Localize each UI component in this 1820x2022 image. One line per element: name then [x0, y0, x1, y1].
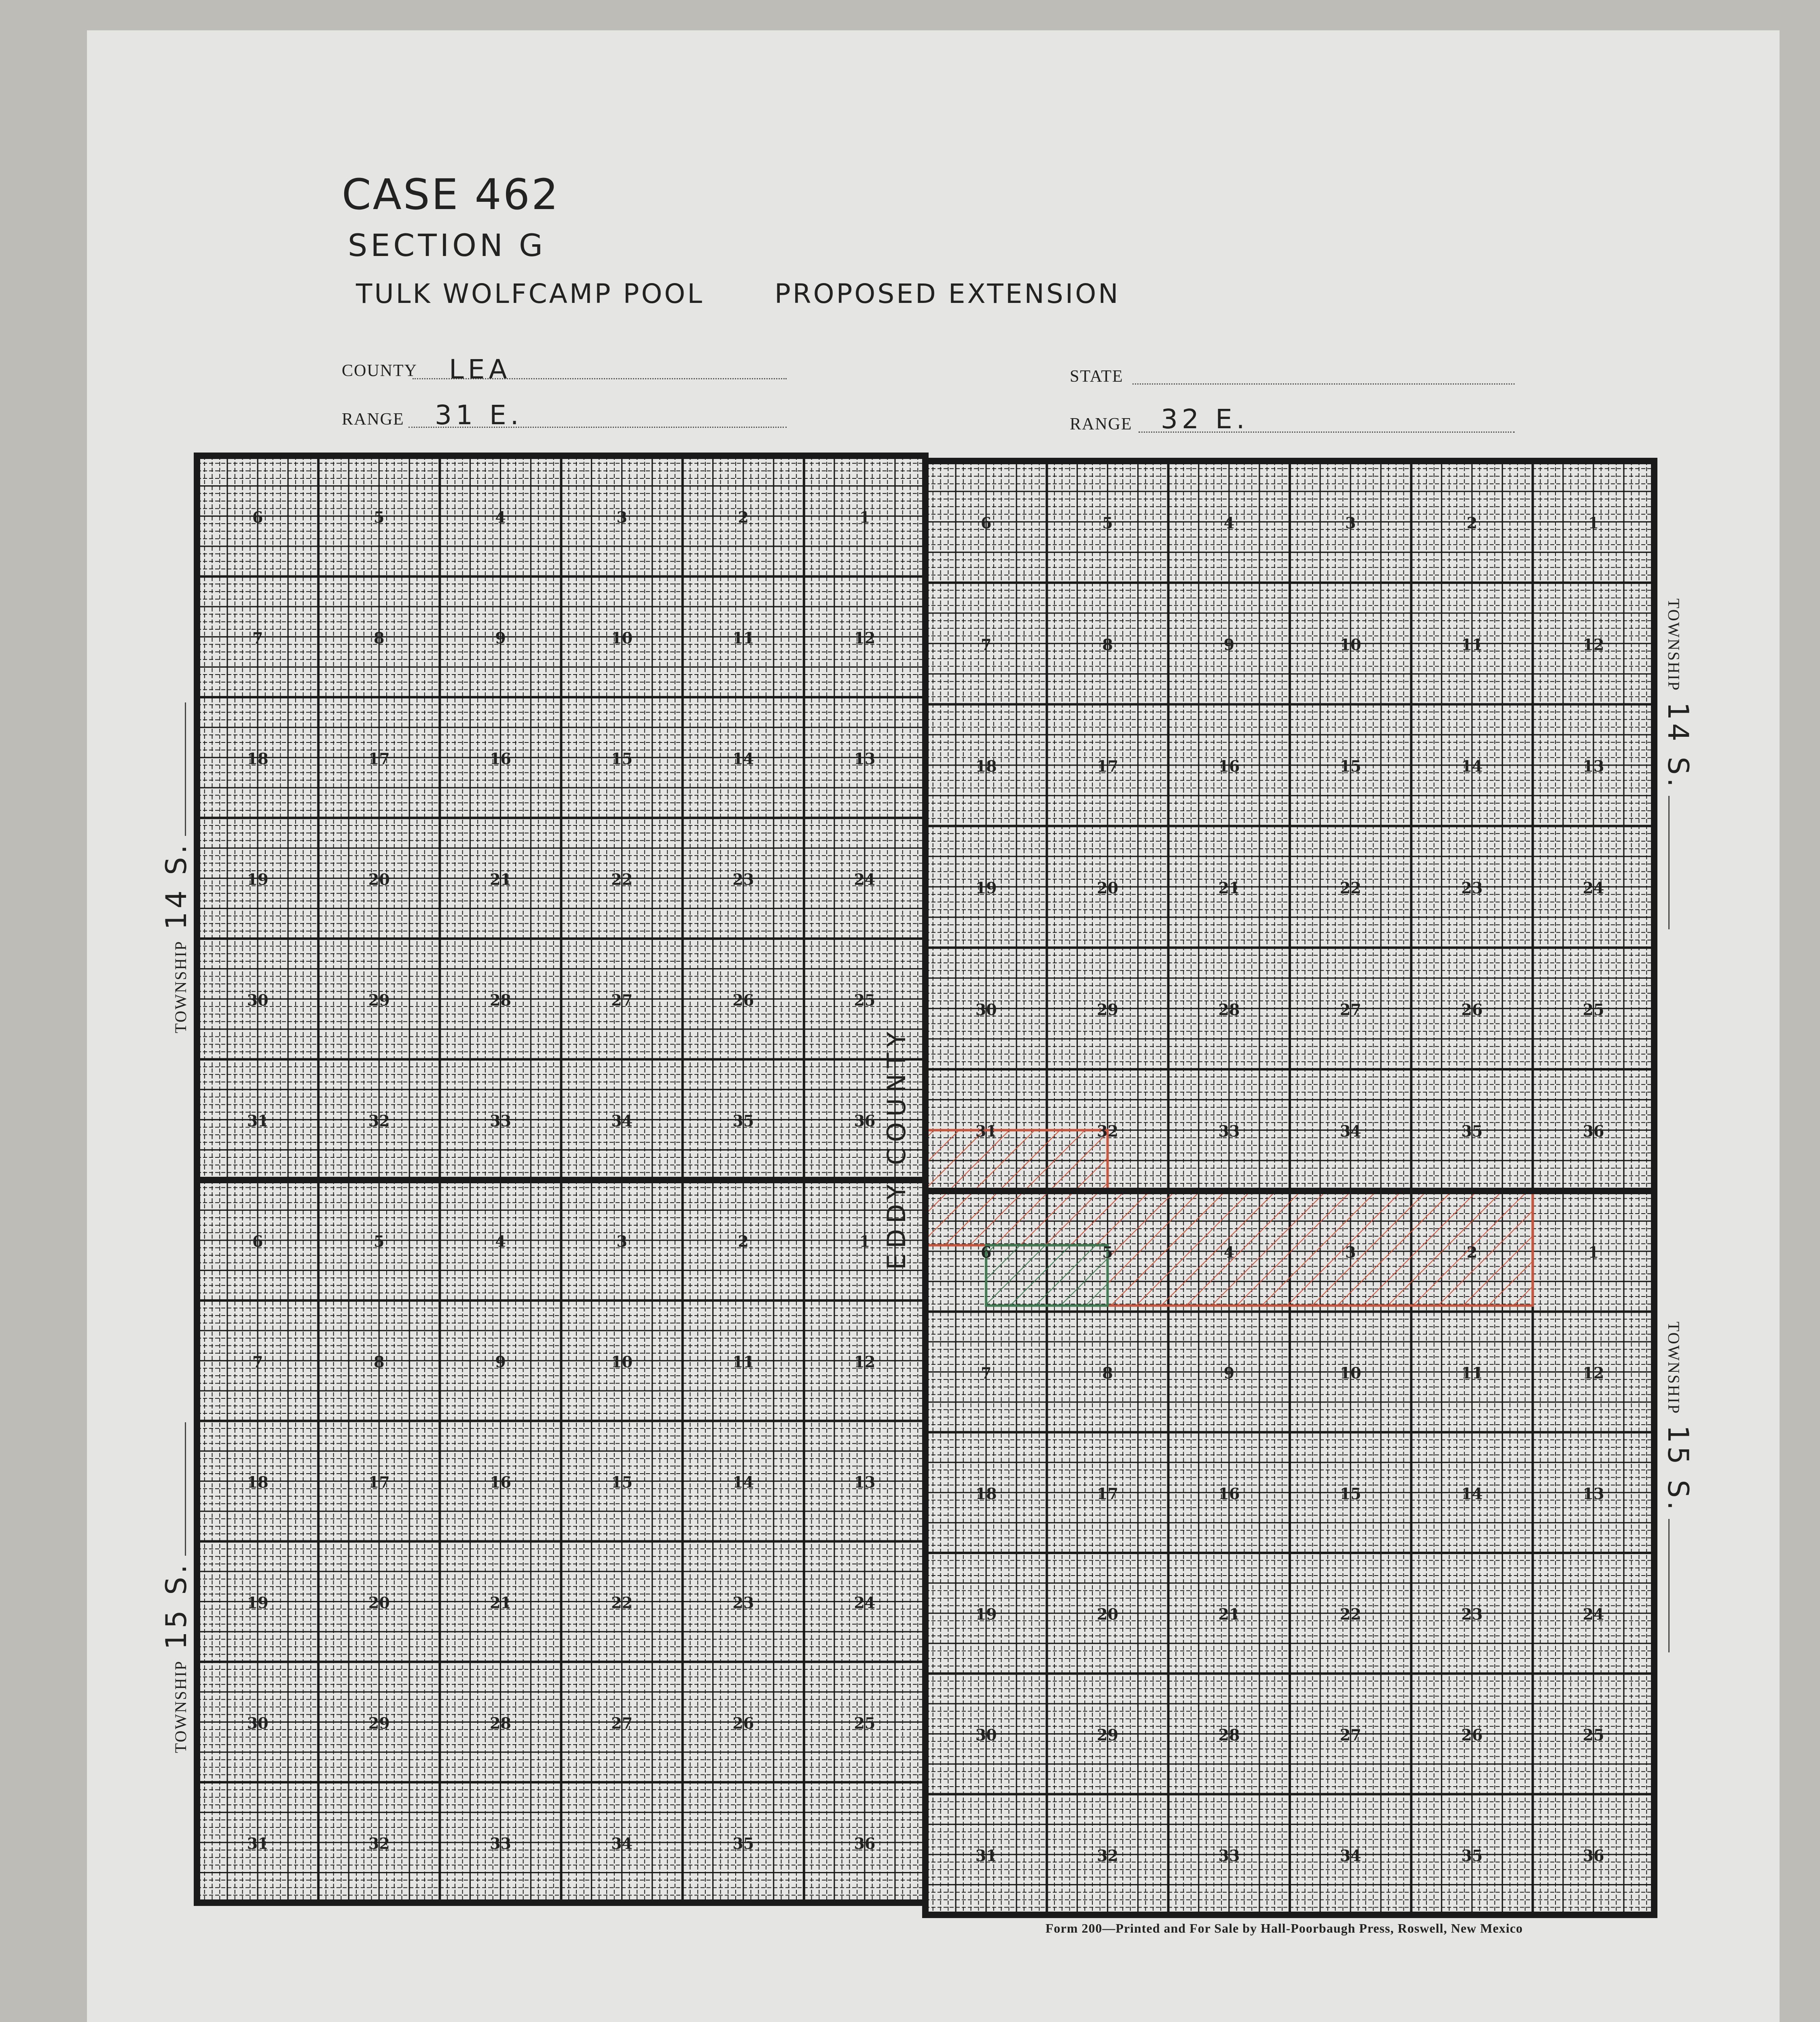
- section-number: 1: [859, 1232, 870, 1250]
- section-number: 27: [1340, 1726, 1361, 1744]
- section-number: 14: [732, 1473, 754, 1491]
- section-number: 32: [1097, 1846, 1118, 1865]
- section-number: 8: [1102, 1364, 1113, 1382]
- section-number: 35: [732, 1834, 754, 1853]
- section-number: 17: [368, 749, 390, 768]
- township-label-lower-left: [160, 1422, 193, 1753]
- section-number: 33: [1218, 1122, 1240, 1140]
- section-number: 10: [1340, 1364, 1361, 1382]
- section-number: 35: [732, 1111, 754, 1130]
- section-number: 15: [611, 749, 633, 768]
- range-right-value: 32 E.: [1161, 404, 1249, 435]
- section-number: 35: [1461, 1122, 1483, 1140]
- range-left-label: RANGE: [342, 410, 404, 429]
- section-number: 31: [975, 1122, 997, 1140]
- section-number: 5: [1102, 1243, 1113, 1262]
- township-word: TOWNSHIP: [1665, 599, 1683, 692]
- section-number: 34: [611, 1834, 633, 1853]
- section-number: 32: [368, 1111, 390, 1130]
- section-number: 32: [368, 1834, 390, 1853]
- extension-label: PROPOSED EXTENSION: [775, 278, 1120, 309]
- section-number: 16: [489, 749, 511, 768]
- section-number: 13: [1583, 757, 1604, 776]
- section-number: 19: [975, 1605, 997, 1624]
- section-label: SECTION G: [348, 227, 546, 263]
- section-number: 28: [489, 1714, 511, 1732]
- section-number: 29: [1097, 1726, 1118, 1744]
- township-word: TOWNSHIP: [171, 1660, 190, 1753]
- township-number: 15 S.: [160, 1561, 193, 1650]
- section-number: 34: [611, 1111, 633, 1130]
- section-number: 12: [1583, 635, 1604, 654]
- section-number: 34: [1340, 1122, 1361, 1140]
- section-number: 18: [975, 1484, 997, 1503]
- section-number: 13: [1583, 1484, 1604, 1503]
- section-number: 28: [1218, 1726, 1240, 1744]
- section-number: 4: [1223, 1243, 1235, 1262]
- section-number: 22: [611, 1593, 633, 1612]
- section-number: 26: [732, 1714, 754, 1732]
- section-number: 25: [1583, 1726, 1604, 1744]
- section-number: 24: [1583, 1605, 1604, 1624]
- section-number: 20: [1097, 878, 1118, 897]
- section-number: 20: [368, 870, 390, 888]
- township-underline: [185, 1422, 186, 1556]
- section-number: 10: [1340, 635, 1361, 654]
- section-number: 19: [247, 1593, 269, 1612]
- section-number: 12: [854, 1352, 876, 1371]
- section-number: 29: [368, 991, 390, 1009]
- section-number: 8: [374, 628, 385, 647]
- section-number: 30: [975, 1000, 997, 1019]
- section-number: 21: [489, 870, 511, 888]
- section-number: 21: [1218, 1605, 1240, 1624]
- section-number: 9: [495, 1352, 506, 1371]
- section-number: 25: [854, 991, 876, 1009]
- section-number: 36: [1583, 1122, 1604, 1140]
- section-number: 9: [1223, 635, 1235, 654]
- section-number: 4: [1223, 514, 1235, 532]
- section-number: 6: [252, 508, 263, 527]
- section-number: 12: [1583, 1364, 1604, 1382]
- county-label: COUNTY: [342, 362, 417, 380]
- township-label-upper-left: [160, 702, 193, 1033]
- section-number: 14: [732, 749, 754, 768]
- section-number: 7: [980, 635, 992, 654]
- section-number: 14: [1461, 1484, 1483, 1503]
- section-number: 27: [611, 991, 633, 1009]
- section-number: 16: [1218, 1484, 1240, 1503]
- township-underline: [1668, 1519, 1670, 1652]
- section-number: 5: [1102, 514, 1113, 532]
- section-number: 18: [975, 757, 997, 776]
- section-number: 11: [1461, 635, 1483, 654]
- section-number: 8: [374, 1352, 385, 1371]
- section-number: 22: [1340, 878, 1361, 897]
- state-label: STATE: [1070, 367, 1124, 386]
- section-number: 10: [611, 628, 633, 647]
- section-number: 30: [247, 1714, 269, 1732]
- section-number: 17: [368, 1473, 390, 1491]
- township-label-upper-right: [1661, 599, 1695, 929]
- section-number: 4: [495, 1232, 506, 1250]
- section-number: 4: [495, 508, 506, 527]
- section-number: 15: [1340, 1484, 1361, 1503]
- section-number: 19: [975, 878, 997, 897]
- section-number: 26: [1461, 1000, 1483, 1019]
- section-number: 9: [495, 628, 506, 647]
- section-number: 30: [975, 1726, 997, 1744]
- section-number: 31: [247, 1111, 269, 1130]
- section-number: 3: [616, 508, 627, 527]
- section-number: 26: [732, 991, 754, 1009]
- section-number: 11: [732, 1352, 754, 1371]
- section-number: 3: [1345, 1243, 1356, 1262]
- section-number: 7: [252, 628, 263, 647]
- section-number: 29: [368, 1714, 390, 1732]
- printer-footer: Form 200—Printed and For Sale by Hall-Poorbaugh Press, Roswell, New Mexico: [1045, 1921, 1523, 1935]
- section-number: 21: [1218, 878, 1240, 897]
- section-number: 12: [854, 628, 876, 647]
- township-number: 14 S.: [160, 842, 193, 930]
- section-number: 23: [732, 870, 754, 888]
- existing-pool-area: [986, 1245, 1107, 1305]
- section-number: 6: [252, 1232, 263, 1250]
- section-number: 31: [247, 1834, 269, 1853]
- section-number: 2: [738, 1232, 749, 1250]
- section-number: 20: [1097, 1605, 1118, 1624]
- section-number: 33: [489, 1111, 511, 1130]
- township-quadrant-ll: [197, 1180, 925, 1903]
- section-number: 20: [368, 1593, 390, 1612]
- section-number: 7: [252, 1352, 263, 1371]
- county-value: LEA: [449, 354, 511, 385]
- section-number: 6: [980, 1243, 992, 1262]
- section-number: 24: [854, 870, 876, 888]
- section-number: 22: [611, 870, 633, 888]
- section-number: 19: [247, 870, 269, 888]
- township-quadrant-ul: [197, 456, 925, 1180]
- section-number: 6: [980, 514, 992, 532]
- section-number: 23: [732, 1593, 754, 1612]
- section-number: 18: [247, 1473, 269, 1491]
- section-number: 28: [489, 991, 511, 1009]
- section-number: 9: [1223, 1364, 1235, 1382]
- section-number: 2: [738, 508, 749, 527]
- section-number: 17: [1097, 757, 1118, 776]
- range-left-value: 31 E.: [435, 400, 523, 431]
- section-number: 2: [1467, 1243, 1477, 1262]
- section-number: 5: [374, 1232, 385, 1250]
- section-number: 34: [1340, 1846, 1361, 1865]
- section-number: 3: [616, 1232, 627, 1250]
- section-number: 36: [1583, 1846, 1604, 1865]
- township-number: 14 S.: [1661, 702, 1695, 790]
- section-number: 36: [854, 1834, 876, 1853]
- section-number: 31: [975, 1846, 997, 1865]
- section-number: 23: [1461, 878, 1483, 897]
- township-quadrant-ur: [925, 461, 1654, 1191]
- section-number: 30: [247, 991, 269, 1009]
- section-number: 13: [854, 749, 876, 768]
- range-right-label: RANGE: [1070, 415, 1132, 434]
- section-number: 18: [247, 749, 269, 768]
- section-number: 25: [1583, 1000, 1604, 1019]
- township-word: TOWNSHIP: [1665, 1322, 1683, 1415]
- section-number: 33: [489, 1834, 511, 1853]
- township-underline: [185, 702, 186, 836]
- section-number: 1: [1588, 1243, 1599, 1262]
- section-number: 22: [1340, 1605, 1361, 1624]
- section-number: 28: [1218, 1000, 1240, 1019]
- township-underline: [1668, 796, 1670, 929]
- section-number: 14: [1461, 757, 1483, 776]
- section-number: 11: [732, 628, 754, 647]
- section-number: 1: [1588, 514, 1599, 532]
- section-number: 5: [374, 508, 385, 527]
- section-number: 17: [1097, 1484, 1118, 1503]
- section-number: 27: [1340, 1000, 1361, 1019]
- section-number: 29: [1097, 1000, 1118, 1019]
- section-number: 3: [1345, 514, 1356, 532]
- section-number: 10: [611, 1352, 633, 1371]
- section-number: 23: [1461, 1605, 1483, 1624]
- case-number: CASE 462: [342, 170, 560, 219]
- section-number: 32: [1097, 1122, 1118, 1140]
- section-number: 1: [859, 508, 870, 527]
- section-number: 11: [1461, 1364, 1483, 1382]
- section-number: 33: [1218, 1846, 1240, 1865]
- section-number: 16: [489, 1473, 511, 1491]
- section-number: 16: [1218, 757, 1240, 776]
- section-number: 25: [854, 1714, 876, 1732]
- section-number: 15: [611, 1473, 633, 1491]
- section-number: 2: [1467, 514, 1477, 532]
- section-number: 26: [1461, 1726, 1483, 1744]
- section-number: 27: [611, 1714, 633, 1732]
- township-label-lower-right: [1661, 1322, 1695, 1652]
- section-number: 15: [1340, 757, 1361, 776]
- section-number: 13: [854, 1473, 876, 1491]
- township-word: TOWNSHIP: [171, 940, 190, 1033]
- township-number: 15 S.: [1661, 1425, 1695, 1513]
- pool-name: TULK WOLFCAMP POOL: [356, 278, 705, 309]
- section-number: 35: [1461, 1846, 1483, 1865]
- eddy-county-label: EDDY COUNTY: [882, 1026, 911, 1270]
- section-number: 36: [854, 1111, 876, 1130]
- section-number: 24: [854, 1593, 876, 1612]
- section-number: 8: [1102, 635, 1113, 654]
- section-number: 7: [980, 1364, 992, 1382]
- section-number: 24: [1583, 878, 1604, 897]
- section-number: 21: [489, 1593, 511, 1612]
